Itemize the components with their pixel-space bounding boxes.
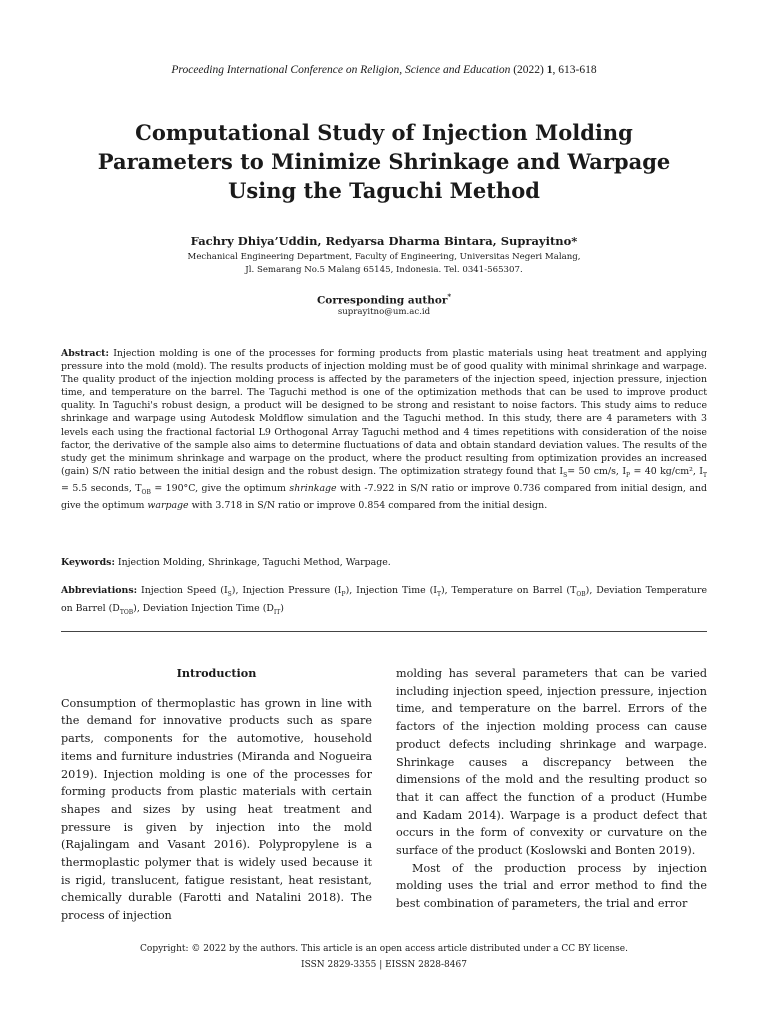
- journal-year: (2022): [513, 64, 544, 76]
- abstract-sub-p: P: [626, 471, 631, 479]
- journal-pages: , 613-618: [552, 64, 597, 76]
- introduction-paragraph-2: Most of the production process by injection molding uses the trial and error method to find the best combination of parameters, the trial and error: [396, 861, 707, 911]
- abstract-text-c: = 40 kg/cm², I: [630, 465, 703, 477]
- abbrev-s3: T: [436, 590, 441, 598]
- abbreviations: [61, 584, 707, 620]
- introduction-paragraph-1: Consumption of thermoplastic has grown in line with the demand for innovative products such as spare parts, components for the automotive, household items and furniture industries (Miranda and Nogueira 2019). Injection molding is one of the processes for forming products from plastic materials with certain shapes and sizes by using heat treatment and pressure is given by injection into the mold (Rajalingam and Vasant 2016). Polypropylene is a thermoplastic polymer that is widely used because it is rigid, translucent, fatigue resistant, heat resistant, chemically durable (Farotti and Natalini 2018). The process of injection: [61, 696, 372, 923]
- abstract-sub-s: S: [563, 471, 568, 479]
- journal-citation: [0, 64, 768, 76]
- introduction-paragraph-1-cont: molding has several parameters that can be varied including injection speed, injection pressure, injection time, and temperature on the barrel. Errors of the factors of the injection molding process can cause product defects including shrinkage and warpage. Shrinkage causes a discrepancy between the dimensions of the mold and the resulting product so that it can affect the function of a product (Humbe and Kadam 2014). Warpage is a product defect that occurs in the form of convexity or curvature on the surface of the product (Koslowski and Bonten 2019).: [396, 667, 707, 858]
- abstract-text-f: with -7.922 in S/N ratio or improve 0.736 compared from initial design, and give the optimum: [61, 482, 707, 511]
- abstract-text-d: = 5.5 seconds, T: [61, 482, 142, 494]
- right-column: [396, 665, 707, 913]
- abbrev-t5: ), Deviation Temperature on Barrel (D: [61, 585, 707, 614]
- abbrev-s1: S: [227, 590, 232, 598]
- abbrev-t3: ), Injection Time (I: [345, 585, 437, 596]
- corresponding-author-mark: *: [447, 292, 452, 301]
- abstract-text-a: Injection molding is one of the processes for forming products from plastic materials using heat treatment and applying pressure into the mold (mold). The results products of injection molding must be of good quality with minimal shrinkage and warpage. The quality product of the injection molding process is affected by the parameters of the injection speed, injection pressure, injection time, and temperature on the barrel. The Taguchi method is one of the optimization methods that can be used to improve product quality. In Taguchi's robust design, a product will be designed to be strong and resistant to noise factors. This study aims to reduce shrinkage and warpage using Autodesk Moldflow simulation and the Taguchi method. In this study, there are 4 parameters with 3 levels each using the fractional factorial L9 Orthogonal Array Taguchi method and 4 times repetitions with consideration of the noise factor, the derivative of the sample also aims to determine fluctuations of data and obtain standard deviation values. The results of the study get the minimum shrinkage and warpage on the product, where the product resulting from optimization provides an increased (gain) S/N ratio between the initial design and the robust design. The optimization strategy found that I: [61, 348, 707, 477]
- abbrev-s6: IT: [273, 608, 281, 616]
- journal-name: Proceeding International Conference on Religion, Science and Education: [171, 64, 511, 76]
- author-list: Fachry Dhiya’Uddin, Redyarsa Dharma Bintara, Suprayitno*: [190, 234, 578, 248]
- journal-volume: 1: [546, 64, 553, 76]
- abbrev-s2: P: [341, 590, 346, 598]
- corresponding-author-label: [0, 292, 768, 307]
- corresponding-author-text: Corresponding author: [316, 294, 448, 307]
- abbrev-s4: OB: [576, 590, 586, 598]
- abbrev-s5: TOB: [119, 608, 134, 616]
- abstract-sub-ob: OB: [141, 488, 151, 496]
- abstract-text-e: = 190°C, give the optimum: [150, 482, 290, 494]
- abbrev-t6: ), Deviation Injection Time (D: [133, 602, 274, 614]
- affiliation-line-1: Mechanical Engineering Department, Faculty of Engineering, Universitas Negeri Malang,: [187, 252, 581, 262]
- abbrev-t1: Injection Speed (I: [137, 585, 228, 596]
- copyright-notice: Copyright: © 2022 by the authors. This article is an open access article distributed under a CC BY license.: [140, 944, 628, 954]
- affiliation-line-2: Jl. Semarang No.5 Malang 65145, Indonesia. Tel. 0341-565307.: [245, 265, 523, 275]
- keywords: [61, 556, 707, 569]
- section-divider: [61, 631, 707, 632]
- paper-title: Computational Study of Injection Molding Parameters to Minimize Shrinkage and Warpage Using the Taguchi Method: [97, 120, 671, 203]
- introduction-heading: Introduction: [176, 666, 257, 680]
- abbrev-t2: ), Injection Pressure (I: [231, 585, 342, 596]
- abstract: [61, 347, 707, 512]
- keywords-label: Keywords:: [61, 557, 115, 568]
- abbreviations-label: Abbreviations:: [61, 585, 138, 596]
- keywords-text: Injection Molding, Shrinkage, Taguchi Method, Warpage.: [114, 557, 391, 568]
- abstract-label: Abstract:: [61, 348, 109, 359]
- abbrev-t7: ): [280, 602, 284, 614]
- abstract-text-g: with 3.718 in S/N ratio or improve 0.854 compared from the initial design.: [188, 499, 548, 511]
- affiliation: [0, 251, 768, 277]
- left-column: [61, 665, 372, 925]
- abstract-sub-t: T: [702, 471, 707, 479]
- abstract-warpage-word: warpage: [147, 499, 189, 511]
- issn-line: ISSN 2829-3355 | EISSN 2828-8467: [301, 960, 467, 970]
- abstract-shrinkage-word: shrinkage: [289, 482, 337, 494]
- corresponding-author-email[interactable]: suprayitno@um.ac.id: [337, 307, 431, 317]
- abbrev-t4: ), Temperature on Barrel (T: [440, 585, 577, 596]
- abstract-text-b: = 50 cm/s, I: [567, 465, 627, 477]
